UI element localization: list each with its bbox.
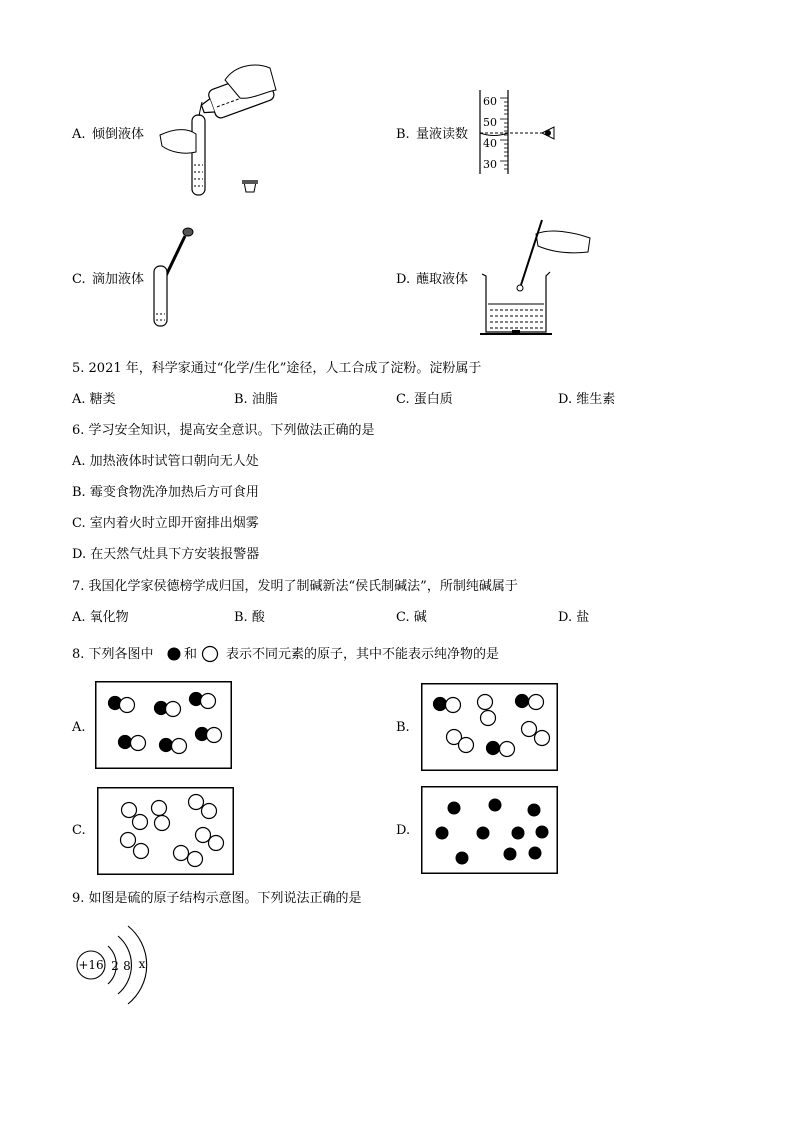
q8-stem-after: 表示不同元素的原子，其中不能表示纯净物的是	[226, 647, 500, 662]
scale-label-30: 30	[483, 158, 497, 171]
shell-2-electrons: 8	[123, 959, 131, 973]
q6-option-b: B. 霉变食物洗净加热后方可食用	[72, 485, 259, 500]
q8-box-b	[421, 683, 558, 771]
q8-label-d: D.	[396, 823, 411, 838]
q5-option-d: D. 维生素	[558, 392, 616, 407]
sulfur-atom-structure-diagram	[74, 918, 164, 1012]
black-atom-icon	[166, 646, 182, 662]
option-b-text: 量液读数	[416, 127, 469, 142]
q8-label-b: B.	[396, 720, 410, 735]
q8-stem-before: 8. 下列各图中	[72, 647, 154, 662]
q7-option-b: B. 酸	[234, 610, 265, 625]
graduated-cylinder-reading-figure	[476, 88, 566, 176]
q5-option-c: C. 蛋白质	[396, 392, 453, 407]
q7-option-a: A. 氧化物	[72, 610, 129, 625]
q5-stem: 5. 2021 年，科学家通过“化学/生化”途径，人工合成了淀粉。淀粉属于	[72, 361, 482, 376]
scale-label-50: 50	[483, 116, 497, 129]
scale-label-40: 40	[483, 137, 497, 150]
q6-option-d: D. 在天然气灶具下方安装报警器	[72, 547, 260, 562]
option-c-text: 滴加液体	[92, 272, 145, 287]
option-a-letter: A.	[72, 127, 86, 142]
q8-box-c	[97, 787, 234, 875]
shell-3-electrons: x	[138, 957, 146, 971]
q8-box-d	[421, 786, 558, 874]
dropping-liquid-figure	[150, 226, 200, 330]
q8-stem-and: 和	[184, 647, 198, 662]
shell-1-electrons: 2	[111, 959, 119, 973]
option-b-letter: B.	[396, 127, 410, 142]
q8-label-c: C.	[72, 823, 86, 838]
q7-option-d: D. 盐	[558, 610, 590, 625]
q5-option-b: B. 油脂	[234, 392, 278, 407]
scale-label-60: 60	[483, 95, 497, 108]
q8-label-a: A.	[72, 720, 86, 735]
q7-stem: 7. 我国化学家侯德榜学成归国，发明了制碱新法“侯氏制碱法”，所制纯碱属于	[72, 579, 518, 594]
option-c-letter: C.	[72, 272, 86, 287]
dipping-liquid-figure	[478, 216, 596, 338]
q8-box-a	[95, 681, 232, 769]
option-d-letter: D.	[396, 272, 411, 287]
q6-option-c: C. 室内着火时立即开窗排出烟雾	[72, 516, 259, 531]
q7-option-c: C. 碱	[396, 610, 427, 625]
nucleus-charge: +16	[78, 958, 104, 972]
option-a-text: 倾倒液体	[92, 127, 145, 142]
pouring-liquid-figure	[150, 60, 280, 202]
q9-stem: 9. 如图是硫的原子结构示意图。下列说法正确的是	[72, 891, 362, 906]
white-atom-icon	[201, 645, 219, 663]
option-d-text: 蘸取液体	[416, 272, 469, 287]
q6-option-a: A. 加热液体时试管口朝向无人处	[72, 454, 259, 469]
q5-option-a: A. 糖类	[72, 392, 116, 407]
q6-stem: 6. 学习安全知识，提高安全意识。下列做法正确的是	[72, 423, 375, 438]
